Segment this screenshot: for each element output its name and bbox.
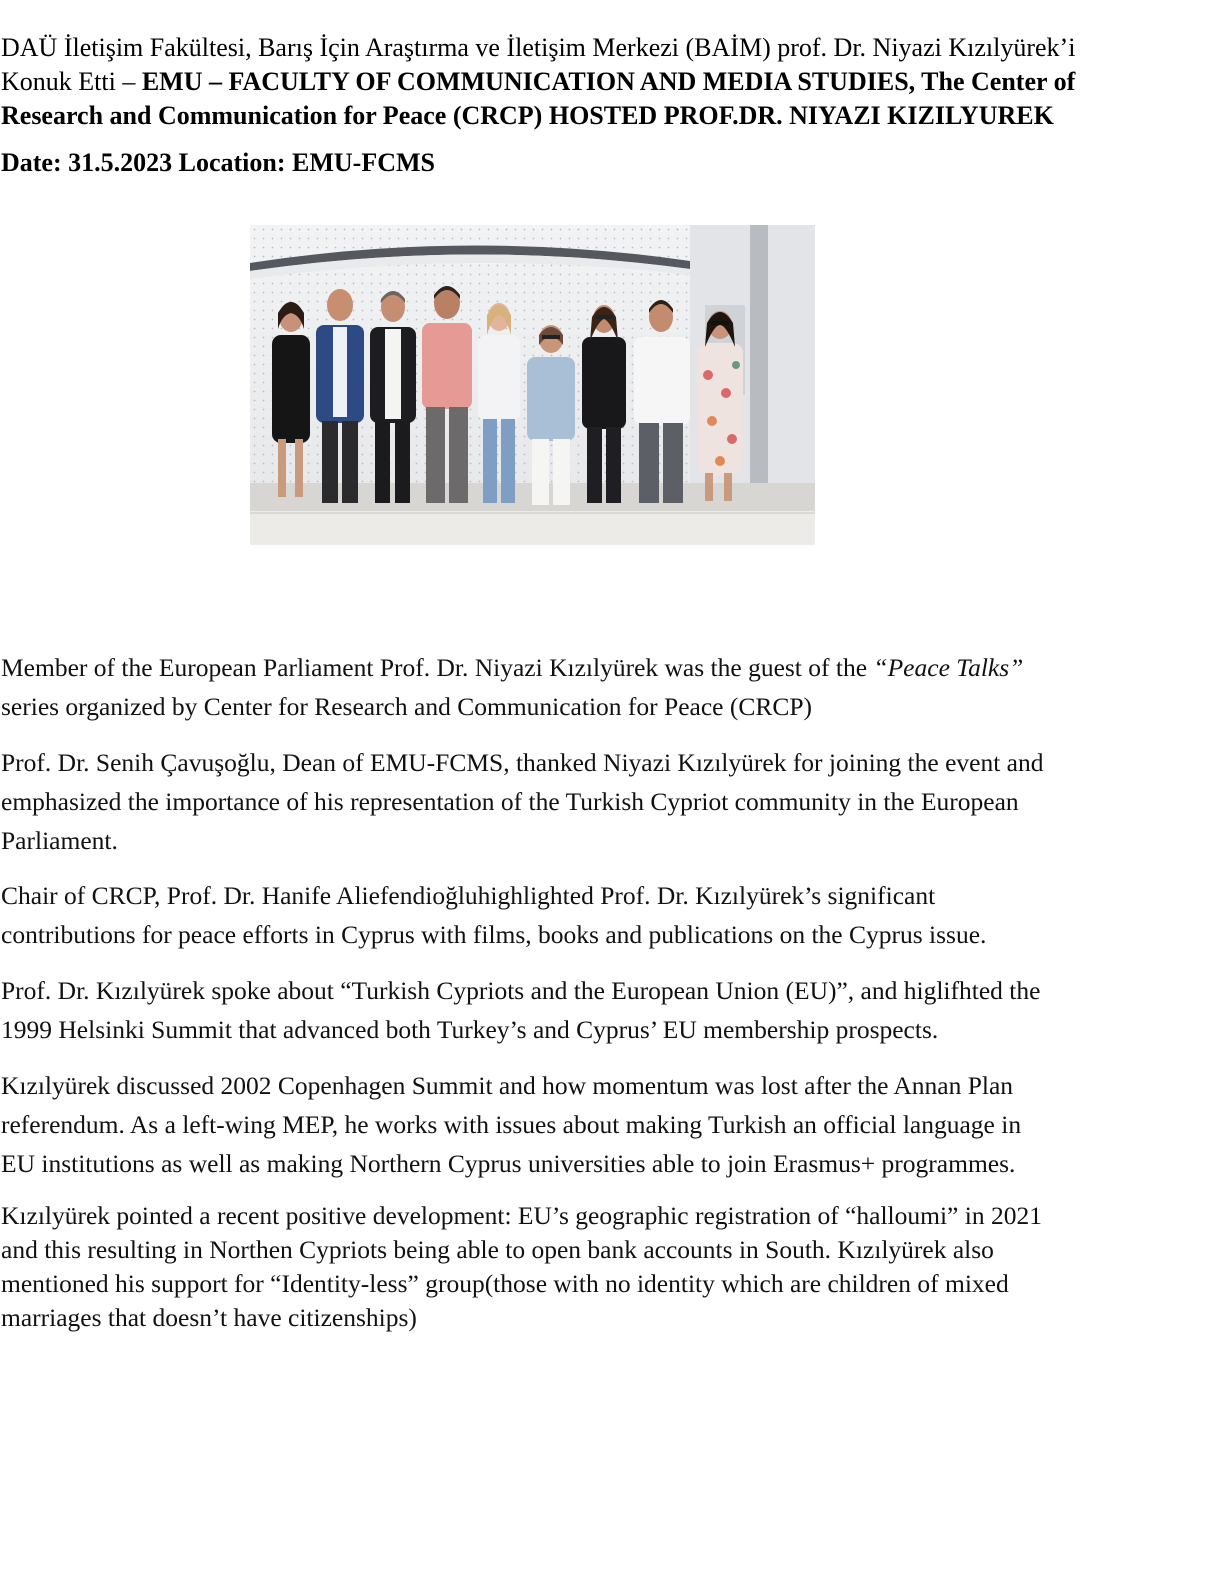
paragraph-copenhagen-summit — [1, 1066, 1021, 1183]
text-line: mentioned his support for “Identity-less” group(those with no identity which are children of mixed — [1, 1269, 1009, 1298]
text-line: contributions for peace efforts in Cyprus with films, books and publications on the Cyprus issue. — [1, 920, 987, 949]
text-line: Prof. Dr. Senih Çavuşoğlu, Dean of EMU-FCMS, thanked Niyazi Kızılyürek for joining the event and — [1, 748, 1044, 777]
text-line: Kızılyürek discussed 2002 Copenhagen Summit and how momentum was lost after the Annan Plan — [1, 1071, 1014, 1100]
text-line: and this resulting in Northen Cypriots being able to open bank accounts in South. Kızılyürek also — [1, 1235, 994, 1264]
text-line: Kızılyürek pointed a recent positive development: EU’s geographic registration of “halloumi” in 2021 — [1, 1201, 1042, 1230]
group-photo — [250, 225, 815, 545]
text-line: Chair of CRCP, Prof. Dr. Hanife Aliefendioğluhighlighted Prof. Dr. Kızılyürek’s significant — [1, 881, 936, 910]
title-english-heading: EMU – FACULTY OF COMMUNICATION AND MEDIA STUDIES, The Center of — [141, 67, 1076, 96]
text-run: Member of the European Parliament Prof. Dr. Niyazi Kızılyürek was the guest of the — [1, 653, 874, 682]
text-line: EU institutions as well as making Northern Cyprus universities able to join Erasmus+ programmes. — [1, 1149, 1016, 1178]
title-line — [1, 65, 1219, 99]
text-line: referendum. As a left-wing MEP, he works with issues about making Turkish an official language in — [1, 1110, 1022, 1139]
paragraph-recent-developments — [1, 1199, 1042, 1335]
text-line: series organized by Center for Research and Communication for Peace (CRCP) — [1, 692, 813, 721]
date-location-line: Date: 31.5.2023 Location: EMU-FCMS — [1, 148, 435, 177]
text-line: Parliament. — [1, 826, 118, 855]
title-english-heading-cont: Research and Communication for Peace (CRCP) HOSTED PROF.DR. NIYAZI KIZILYUREK — [1, 101, 1054, 130]
text-line: Prof. Dr. Kızılyürek spoke about “Turkish Cypriots and the European Union (EU)”, and higlifhted the — [1, 976, 1041, 1005]
paragraph-chair-remarks — [1, 876, 986, 954]
group-photo-illustration — [250, 225, 815, 545]
text-line: marriages that doesn’t have citizenships) — [1, 1303, 417, 1332]
paragraph-guest-intro — [1, 648, 1023, 726]
text-line — [1, 648, 1023, 687]
text-line: emphasized the importance of his representation of the Turkish Cypriot community in the European — [1, 787, 1019, 816]
title-turkish-tail: Konuk Etti – — [1, 67, 142, 96]
title-line: DAÜ İletişim Fakültesi, Barış İçin Araştırma ve İletişim Merkezi (BAİM) prof. Dr. Niyazi Kızılyürek’i — [1, 33, 1076, 62]
title-line — [1, 99, 1219, 133]
paragraph-talk-topic — [1, 971, 1040, 1049]
paragraph-dean-remarks — [1, 743, 1044, 860]
page-title — [1, 31, 1219, 133]
series-name: “Peace Talks” — [873, 653, 1024, 682]
text-line: 1999 Helsinki Summit that advanced both Turkey’s and Cyprus’ EU membership prospects. — [1, 1015, 939, 1044]
